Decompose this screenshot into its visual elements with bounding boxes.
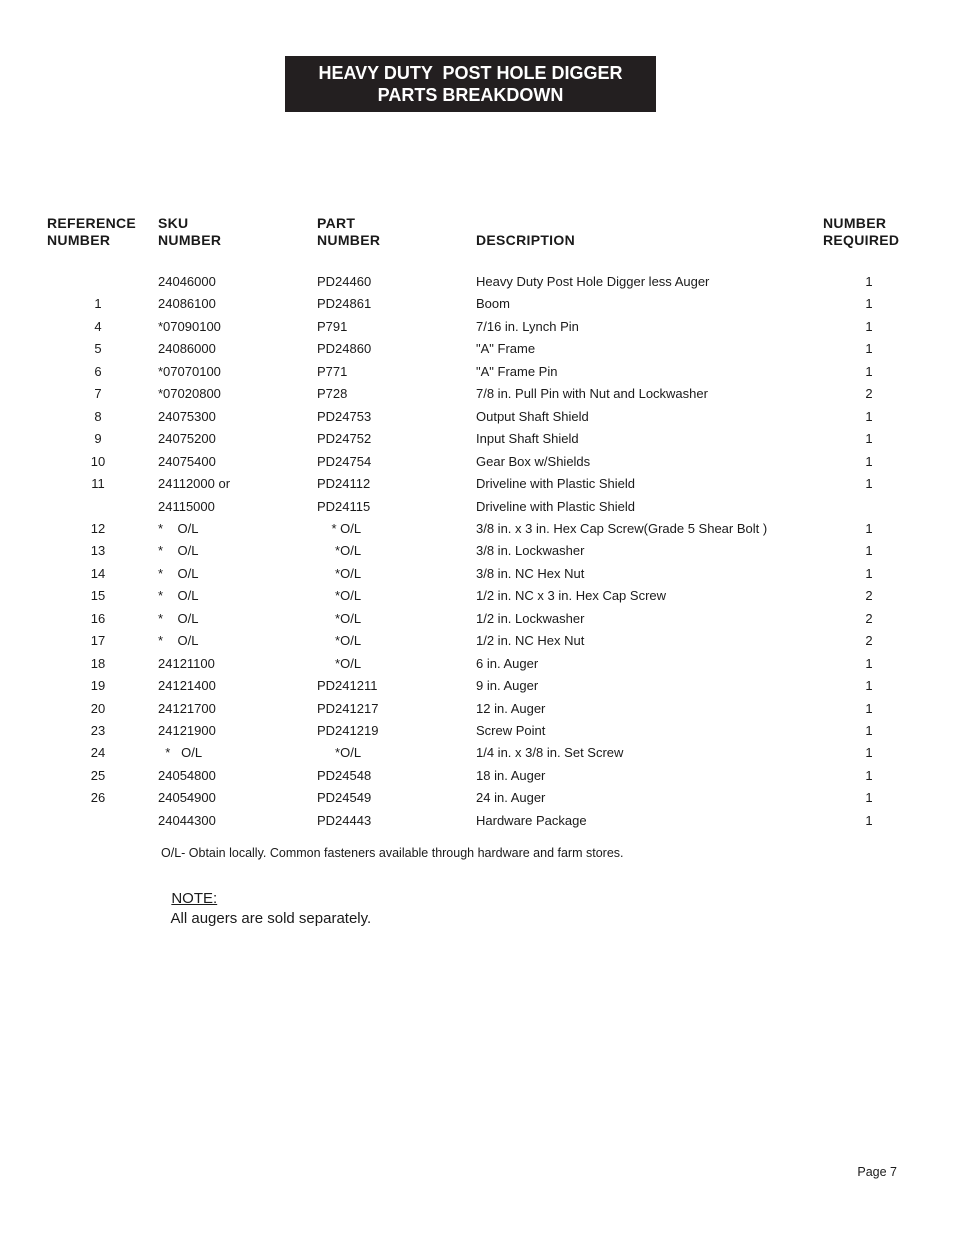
note-label: NOTE: (171, 890, 218, 907)
reference-number-cell: 13 (90, 543, 106, 559)
part-number-cell: PD24548 (317, 767, 372, 783)
table-row (0, 518, 954, 540)
header-number-required (823, 215, 899, 249)
header-qty-line-1: NUMBER (823, 215, 887, 231)
table-row (0, 473, 954, 495)
part-number-cell: P771 (317, 363, 348, 379)
table-row (0, 585, 954, 607)
header-part-number (317, 215, 380, 249)
part-number-cell: PD24460 (317, 274, 372, 289)
description-cell: 9 in. Auger (476, 678, 539, 694)
header-part-line-2: NUMBER (317, 232, 381, 248)
part-number-cell: PD24443 (317, 812, 372, 828)
reference-number-cell: 17 (90, 633, 106, 649)
sku-number-cell: 24086000 (158, 341, 216, 357)
number-required-cell: 1 (865, 678, 873, 694)
sku-number-cell: 24075300 (158, 408, 216, 424)
sku-number-cell: 24046000 (158, 274, 216, 289)
reference-number-cell: 4 (94, 318, 102, 334)
sku-number-cell: 24086100 (158, 296, 216, 312)
description-cell: Driveline with Plastic Shield (476, 498, 635, 514)
reference-number-cell: 20 (90, 700, 106, 716)
part-number-cell: *O/L (317, 588, 362, 604)
description-cell: 7/16 in. Lynch Pin (476, 318, 579, 334)
part-number-cell: P791 (317, 318, 348, 334)
table-row (0, 271, 954, 293)
description-cell: 1/4 in. x 3/8 in. Set Screw (476, 745, 624, 761)
part-number-cell: PD24752 (317, 431, 372, 447)
table-row (0, 742, 954, 764)
reference-number-cell: 5 (94, 341, 102, 357)
header-sku-line-2: NUMBER (158, 232, 222, 248)
description-cell: 18 in. Auger (476, 767, 546, 783)
title-line-2: PARTS BREAKDOWN (377, 85, 564, 105)
table-row (0, 361, 954, 383)
part-number-cell: *O/L (317, 655, 362, 671)
number-required-cell: 1 (865, 476, 873, 492)
sku-number-cell: 24115000 (158, 498, 215, 514)
sku-number-cell: * O/L (158, 610, 199, 626)
reference-number-cell: 18 (90, 655, 106, 671)
table-row (0, 608, 954, 630)
description-cell: 1/2 in. Lockwasher (476, 610, 585, 626)
title-line-1: HEAVY DUTY POST HOLE DIGGER (318, 63, 623, 83)
number-required-cell: 1 (865, 767, 873, 783)
description-cell: Driveline with Plastic Shield (476, 476, 635, 492)
description-cell: 1/2 in. NC x 3 in. Hex Cap Screw (476, 588, 667, 604)
reference-number-cell: 23 (90, 723, 106, 738)
note (163, 869, 371, 929)
number-required-cell: 1 (865, 363, 873, 379)
part-number-cell: * O/L (317, 520, 362, 536)
part-number-cell: PD241211 (317, 678, 378, 694)
description-cell: Heavy Duty Post Hole Digger less Auger (476, 274, 710, 289)
note-text: All augers are sold separately. (170, 910, 372, 927)
description-cell: 24 in. Auger (476, 790, 546, 806)
reference-number-cell: 9 (94, 431, 102, 447)
description-cell: Input Shaft Shield (476, 431, 579, 447)
sku-number-cell: * O/L (158, 745, 203, 761)
number-required-cell: 1 (865, 655, 873, 671)
table-row (0, 406, 954, 428)
header-description (476, 215, 575, 249)
description-cell: Boom (476, 296, 510, 312)
table-row (0, 675, 954, 697)
header-qty-line-2: REQUIRED (823, 232, 900, 248)
number-required-cell: 2 (865, 386, 873, 402)
number-required-cell: 1 (865, 296, 873, 312)
description-cell: 3/8 in. NC Hex Nut (476, 565, 585, 581)
reference-number-cell: 24 (90, 745, 106, 761)
sku-number-cell: *07070100 (158, 363, 221, 379)
number-required-cell: 1 (865, 790, 873, 806)
number-required-cell: 1 (865, 565, 873, 581)
sku-number-cell: 24075200 (158, 431, 216, 447)
description-cell: 3/8 in. x 3 in. Hex Cap Screw(Grade 5 Shear Bolt ) (476, 520, 768, 536)
part-number-cell: *O/L (317, 745, 362, 761)
number-required-cell: 1 (865, 812, 873, 828)
number-required-cell: 1 (865, 520, 873, 536)
reference-number-cell: 19 (90, 678, 106, 694)
description-cell: 3/8 in. Lockwasher (476, 543, 585, 559)
part-number-cell: PD24860 (317, 341, 372, 357)
part-number-cell: PD24753 (317, 408, 372, 424)
table-row (0, 451, 954, 473)
footnote: O/L- Obtain locally. Common fasteners available through hardware and farm stores. (161, 846, 624, 860)
header-ref-line-1: REFERENCE (47, 215, 137, 231)
sku-number-cell: 24044300 (158, 812, 216, 828)
description-cell: "A" Frame Pin (476, 363, 558, 379)
table-row (0, 496, 954, 518)
header-sku-line-1: SKU (158, 215, 189, 231)
table-row (0, 563, 954, 585)
table-row (0, 698, 954, 720)
sku-number-cell: *07020800 (158, 386, 221, 402)
sku-number-cell: 24121100 (158, 655, 215, 671)
reference-number-cell: 11 (91, 476, 105, 492)
number-required-cell: 1 (865, 453, 873, 469)
number-required-cell: 2 (865, 588, 873, 604)
header-desc-line-2: DESCRIPTION (476, 232, 575, 248)
reference-number-cell: 1 (94, 296, 102, 312)
part-number-cell: *O/L (317, 543, 362, 559)
part-number-cell: P728 (317, 386, 348, 402)
reference-number-cell: 7 (94, 386, 102, 402)
description-cell: "A" Frame (476, 341, 536, 357)
number-required-cell: 2 (865, 633, 873, 649)
part-number-cell: PD241217 (317, 700, 379, 716)
table-row (0, 720, 954, 742)
number-required-cell: 2 (865, 610, 873, 626)
header-sku-number (158, 215, 221, 249)
sku-number-cell: * O/L (158, 633, 199, 649)
number-required-cell: 1 (865, 274, 873, 289)
table-row (0, 316, 954, 338)
part-number-cell: *O/L (317, 610, 362, 626)
reference-number-cell: 25 (90, 767, 106, 783)
description-cell: Hardware Package (476, 812, 587, 828)
sku-number-cell: * O/L (158, 565, 199, 581)
header-reference-number (47, 215, 136, 249)
part-number-cell: PD24112 (317, 476, 371, 492)
reference-number-cell: 10 (90, 453, 106, 469)
sku-number-cell: 24121700 (158, 700, 216, 716)
part-number-cell: PD241219 (317, 723, 379, 738)
table-row (0, 383, 954, 405)
table-row (0, 428, 954, 450)
number-required-cell: 1 (865, 745, 873, 761)
document-title (285, 56, 656, 112)
reference-number-cell: 16 (90, 610, 106, 626)
header-desc-line-1 (476, 215, 575, 232)
table-row (0, 630, 954, 652)
header-part-line-1: PART (317, 215, 356, 231)
description-cell: Output Shaft Shield (476, 408, 589, 424)
description-cell: 7/8 in. Pull Pin with Nut and Lockwasher (476, 386, 708, 402)
table-row (0, 810, 954, 832)
part-number-cell: PD24115 (317, 498, 371, 514)
number-required-cell: 1 (865, 700, 873, 716)
sku-number-cell: * O/L (158, 520, 199, 536)
sku-number-cell: *07090100 (158, 318, 221, 334)
table-row (0, 293, 954, 315)
description-cell: Gear Box w/Shields (476, 453, 591, 469)
number-required-cell: 1 (865, 543, 873, 559)
sku-number-cell: 24054900 (158, 790, 216, 806)
sku-number-cell: 24054800 (158, 767, 216, 783)
reference-number-cell: 26 (90, 790, 106, 806)
part-number-cell: PD24549 (317, 790, 372, 806)
description-cell: 6 in. Auger (476, 655, 539, 671)
header-ref-line-2: NUMBER (47, 232, 111, 248)
table-row (0, 540, 954, 562)
table-row (0, 653, 954, 675)
sku-number-cell: 24121400 (158, 678, 216, 694)
description-cell: 12 in. Auger (476, 700, 546, 716)
number-required-cell: 1 (865, 723, 873, 738)
page-number: Page 7 (857, 1165, 897, 1179)
sku-number-cell: 24121900 (158, 723, 216, 738)
part-number-cell: PD24754 (317, 453, 372, 469)
number-required-cell: 1 (865, 408, 873, 424)
reference-number-cell: 6 (94, 363, 102, 379)
number-required-cell: 1 (865, 341, 873, 357)
reference-number-cell: 15 (90, 588, 106, 604)
sku-number-cell: 24112000 or (158, 476, 231, 492)
reference-number-cell: 12 (90, 520, 106, 536)
reference-number-cell: 14 (90, 565, 106, 581)
reference-number-cell: 8 (94, 408, 102, 424)
part-number-cell: PD24861 (317, 296, 372, 312)
sku-number-cell: 24075400 (158, 453, 216, 469)
description-cell: 1/2 in. NC Hex Nut (476, 633, 585, 649)
table-row (0, 765, 954, 787)
table-row (0, 787, 954, 809)
part-number-cell: *O/L (317, 565, 362, 581)
number-required-cell: 1 (865, 431, 873, 447)
number-required-cell: 1 (865, 318, 873, 334)
table-row (0, 338, 954, 360)
sku-number-cell: * O/L (158, 588, 199, 604)
part-number-cell: *O/L (317, 633, 362, 649)
description-cell: Screw Point (476, 723, 546, 738)
sku-number-cell: * O/L (158, 543, 199, 559)
